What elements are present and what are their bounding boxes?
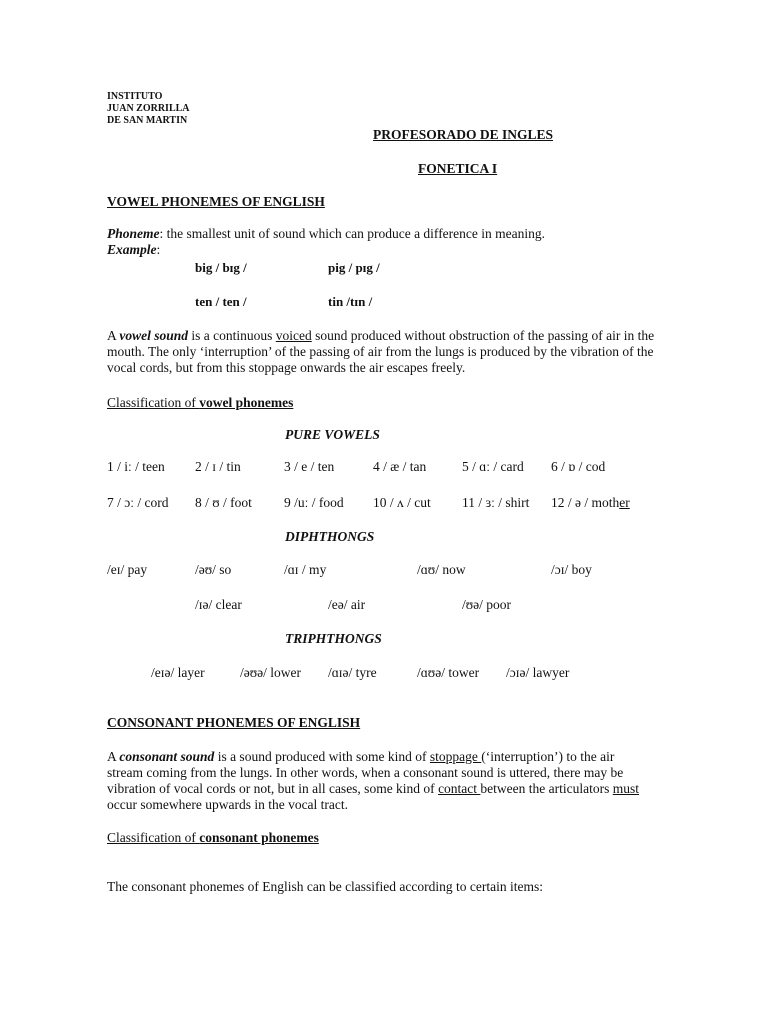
consonant-def-a: A — [107, 749, 120, 764]
diphthong-3: /ɑɪ / my — [284, 562, 327, 577]
example-tin: tin /tɪn / — [328, 294, 373, 309]
example-big: big / bɪg / — [195, 260, 247, 275]
pure-vowel-3: 3 / e / ten — [284, 459, 335, 474]
diphthong-7: /eə/ air — [328, 597, 366, 612]
consonant-classification-bold: consonant phonemes — [199, 830, 319, 845]
pure-vowel-5: 5 / ɑː / card — [462, 459, 524, 474]
pure-vowel-10: 10 / ʌ / cut — [373, 495, 431, 510]
pure-vowels-title: PURE VOWELS — [285, 427, 380, 442]
triphthong-5: /ɔɪə/ lawyer — [506, 665, 570, 680]
consonant-sound-term: consonant sound — [119, 749, 215, 764]
phoneme-def-text: : the smallest unit of sound which can produce a difference in meaning. — [159, 226, 546, 241]
vowel-def-c: sound produced without obstruction of the passing of air in the mouth. The only ‘interruption’ of the passing of air from the lungs is produced by the vibration of the vocal cords, but from this stoppage onwards the air escapes freely. — [107, 328, 655, 375]
example-ten: ten / ten / — [195, 294, 247, 309]
must-term: must — [612, 781, 640, 796]
consonant-intro: The consonant phonemes of English can be classified according to certain items: — [107, 879, 543, 894]
pure-vowel-8: 8 / ʊ / foot — [195, 495, 252, 510]
diphthong-2: /əʊ/ so — [195, 562, 232, 577]
vowel-section-title: VOWEL PHONEMES OF ENGLISH — [107, 194, 325, 209]
consonant-section-title: CONSONANT PHONEMES OF ENGLISH — [107, 715, 361, 730]
example-label: Example — [107, 242, 157, 257]
course-title: FONETICA I — [418, 161, 498, 176]
consonant-classification-heading — [107, 830, 319, 846]
vowel-def-a: A — [107, 328, 120, 343]
diphthongs-title: DIPHTHONGS — [285, 529, 375, 544]
consonant-sound-definition — [107, 749, 653, 813]
consonant-def-b: is a sound produced with some kind of — [214, 749, 430, 764]
phoneme-term: Phoneme — [107, 226, 160, 241]
pure-vowel-9: 9 /uː / food — [284, 495, 344, 510]
diphthong-4: /ɑʊ/ now — [417, 562, 466, 577]
stoppage-term: stoppage — [429, 749, 482, 764]
phoneme-definition — [107, 226, 545, 242]
pure-vowel-1: 1 / iː / teen — [107, 459, 165, 474]
consonant-classification-prefix: Classification of — [107, 830, 200, 845]
pure-vowel-11: 11 / ɜː / shirt — [462, 495, 530, 510]
diphthong-1: /eɪ/ pay — [107, 562, 148, 577]
vowel-sound-definition — [107, 328, 655, 376]
triphthong-4: /ɑʊə/ tower — [417, 665, 480, 680]
triphthong-1: /eɪə/ layer — [151, 665, 205, 680]
vowel-def-b: is a continuous — [188, 328, 276, 343]
pure-vowel-12 — [551, 495, 630, 511]
diphthong-6: /ɪə/ clear — [195, 597, 242, 612]
vowel-sound-term: vowel sound — [119, 328, 189, 343]
pure-vowel-6: 6 / ɒ / cod — [551, 459, 606, 474]
triphthong-2: /əʊə/ lower — [240, 665, 302, 680]
pure-vowel-2: 2 / ɪ / tin — [195, 459, 241, 474]
pure-vowel-4: 4 / æ / tan — [373, 459, 427, 474]
example-colon: : — [156, 242, 161, 257]
pure-vowel-12-underline: er — [619, 495, 630, 510]
vowel-classification-heading — [107, 395, 293, 411]
consonant-def-e: occur somewhere upwards in the vocal tract. — [107, 797, 349, 812]
classification-prefix: Classification of — [107, 395, 200, 410]
classification-bold: vowel phonemes — [199, 395, 294, 410]
triphthongs-title: TRIPHTHONGS — [285, 631, 382, 646]
pure-vowel-7: 7 / ɔː / cord — [107, 495, 169, 510]
contact-term: contact — [438, 781, 481, 796]
pure-vowel-12-text: 12 / ə / moth — [551, 495, 620, 510]
example-label-line — [107, 242, 160, 258]
institute-line-2: JUAN ZORRILLA — [107, 103, 190, 114]
institute-line-1: INSTITUTO — [107, 91, 163, 102]
triphthong-3: /ɑɪə/ tyre — [328, 665, 377, 680]
diphthong-8: /ʊə/ poor — [462, 597, 512, 612]
program-title: PROFESORADO DE INGLES — [373, 127, 554, 142]
diphthong-5: /ɔɪ/ boy — [551, 562, 592, 577]
institute-line-3: DE SAN MARTIN — [107, 115, 188, 126]
voiced-term: voiced — [275, 328, 312, 343]
example-pig: pig / pɪg / — [328, 260, 380, 275]
consonant-def-d: between the articulators — [480, 781, 613, 796]
consonant-def-c: (‘interruption’) to the air stream coming from the lungs. In other words, when a consonant sound is uttered, there may be vibration of vocal cords or not, but in all cases, some kind of — [107, 749, 624, 796]
